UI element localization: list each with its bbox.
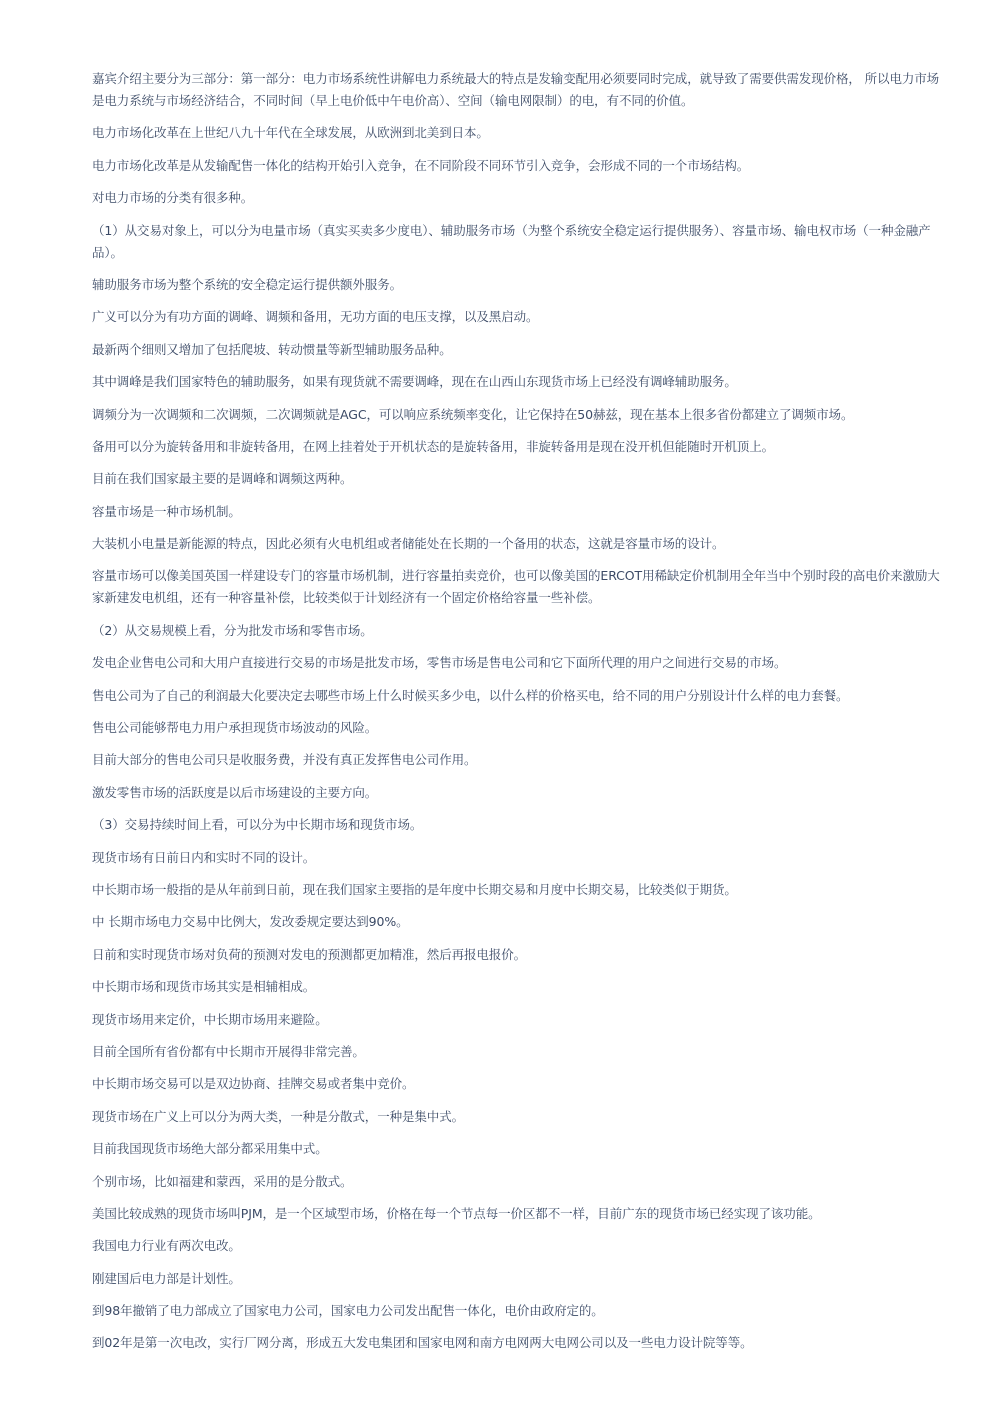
paragraph: 广义可以分为有功方面的调峰、调频和备用，无功方面的电压支撑，以及黑启动。: [92, 309, 539, 325]
paragraph: 最新两个细则又增加了包括爬坡、转动惯量等新型辅助服务品种。: [92, 341, 452, 357]
paragraph: 其中调峰是我们国家特色的辅助服务，如果有现货就不需要调峰，现在在山西山东现货市场上已经没有调峰辅助服务。: [92, 374, 737, 390]
paragraph: 售电公司能够帮电力用户承担现货市场波动的风险。: [92, 720, 378, 736]
paragraph: 激发零售市场的活跃度是以后市场建设的主要方向。: [92, 784, 378, 800]
paragraph: 辅助服务市场为整个系统的安全稳定运行提供额外服务。: [92, 276, 403, 292]
paragraph: 中长期市场交易可以是双边协商、挂牌交易或者集中竞价。: [92, 1076, 415, 1092]
paragraph: 中 长期市场电力交易中比例大，发改委规定要达到90%。: [92, 914, 409, 930]
paragraph: 刚建国后电力部是计划性。: [92, 1270, 241, 1286]
paragraph: 目前在我们国家最主要的是调峰和调频这两种。: [92, 471, 353, 487]
paragraph: 电力市场化改革是从发输配售一体化的结构开始引入竞争，在不同阶段不同环节引入竞争，会形成不同的一个市场结构。: [92, 157, 750, 173]
paragraph: 中长期市场和现货市场其实是相辅相成。: [92, 979, 316, 995]
paragraph: 嘉宾介绍主要分为三部分：第一部分：电力市场系统性讲解电力系统最大的特点是发输变配用必须要同时完成，就导致了需要供需发现价格， 所以电力市场是电力系统与市场经济结合，不同时间（早上电价低中午电价高）、空间（输电网限制）的电，有不同的价值。: [92, 71, 940, 108]
paragraph: 电力市场化改革在上世纪八九十年代在全球发展，从欧洲到北美到日本。: [92, 125, 489, 141]
paragraph: （1）从交易对象上，可以分为电量市场（真实买卖多少度电）、辅助服务市场（为整个系统安全稳定运行提供服务）、容量市场、输电权市场（一种金融产品）。: [92, 222, 931, 260]
paragraph: 目前我国现货市场绝大部分都采用集中式。: [92, 1141, 328, 1157]
paragraph: 美国比较成熟的现货市场叫PJM，是一个区域型市场，价格在每一个节点每一价区都不一样，目前广东的现货市场已经实现了该功能。: [92, 1205, 821, 1221]
document-body: [92, 68, 947, 1365]
paragraph: 对电力市场的分类有很多种。: [92, 190, 254, 206]
paragraph: 现货市场有日前日内和实时不同的设计。: [92, 849, 316, 865]
paragraph: 现货市场用来定价，中长期市场用来避险。: [92, 1011, 328, 1027]
paragraph: 中长期市场一般指的是从年前到日前，现在我们国家主要指的是年度中长期交易和月度中长期交易，比较类似于期货。: [92, 881, 737, 897]
paragraph: 发电企业售电公司和大用户直接进行交易的市场是批发市场，零售市场是售电公司和它下面所代理的用户之间进行交易的市场。: [92, 655, 787, 671]
paragraph: 售电公司为了自己的利润最大化要决定去哪些市场上什么时候买多少电，以什么样的价格买电，给不同的用户分别设计什么样的电力套餐。: [92, 687, 849, 703]
paragraph: 我国电力行业有两次电改。: [92, 1238, 241, 1254]
paragraph: 调频分为一次调频和二次调频，二次调频就是AGC，可以响应系统频率变化，让它保持在50赫兹，现在基本上很多省份都建立了调频市场。: [92, 406, 854, 422]
paragraph: 现货市场在广义上可以分为两大类，一种是分散式，一种是集中式。: [92, 1108, 465, 1124]
paragraph: 个别市场，比如福建和蒙西，采用的是分散式。: [92, 1173, 353, 1189]
paragraph: 大装机小电量是新能源的特点，因此必须有火电机组或者储能处在长期的一个备用的状态，这就是容量市场的设计。: [92, 536, 725, 552]
paragraph: 到98年撤销了电力部成立了国家电力公司，国家电力公司发出配售一体化，电价由政府定的。: [92, 1303, 604, 1319]
paragraph: 到02年是第一次电改，实行厂网分离，形成五大发电集团和国家电网和南方电网两大电网公司以及一些电力设计院等等。: [92, 1335, 753, 1351]
paragraph: 容量市场是一种市场机制。: [92, 503, 241, 519]
paragraph: 目前全国所有省份都有中长期市开展得非常完善。: [92, 1043, 365, 1059]
paragraph: （3）交易持续时间上看，可以分为中长期市场和现货市场。: [92, 817, 423, 833]
paragraph: 目前大部分的售电公司只是收服务费，并没有真正发挥售电公司作用。: [92, 752, 477, 768]
paragraph: （2）从交易规模上看，分为批发市场和零售市场。: [92, 622, 373, 638]
paragraph: 日前和实时现货市场对负荷的预测对发电的预测都更加精准，然后再报电报价。: [92, 946, 527, 962]
paragraph: 备用可以分为旋转备用和非旋转备用，在网上挂着处于开机状态的是旋转备用，非旋转备用是现在没开机但能随时开机顶上。: [92, 438, 775, 454]
paragraph: 容量市场可以像美国英国一样建设专门的容量市场机制，进行容量拍卖竞价，也可以像美国的ERCOT用稀缺定价机制用全年当中个别时段的高电价来激励大家新建发电机组，还有一种容量补偿，比较类似于计划经济有一个固定价格给容量一些补偿。: [92, 568, 940, 606]
